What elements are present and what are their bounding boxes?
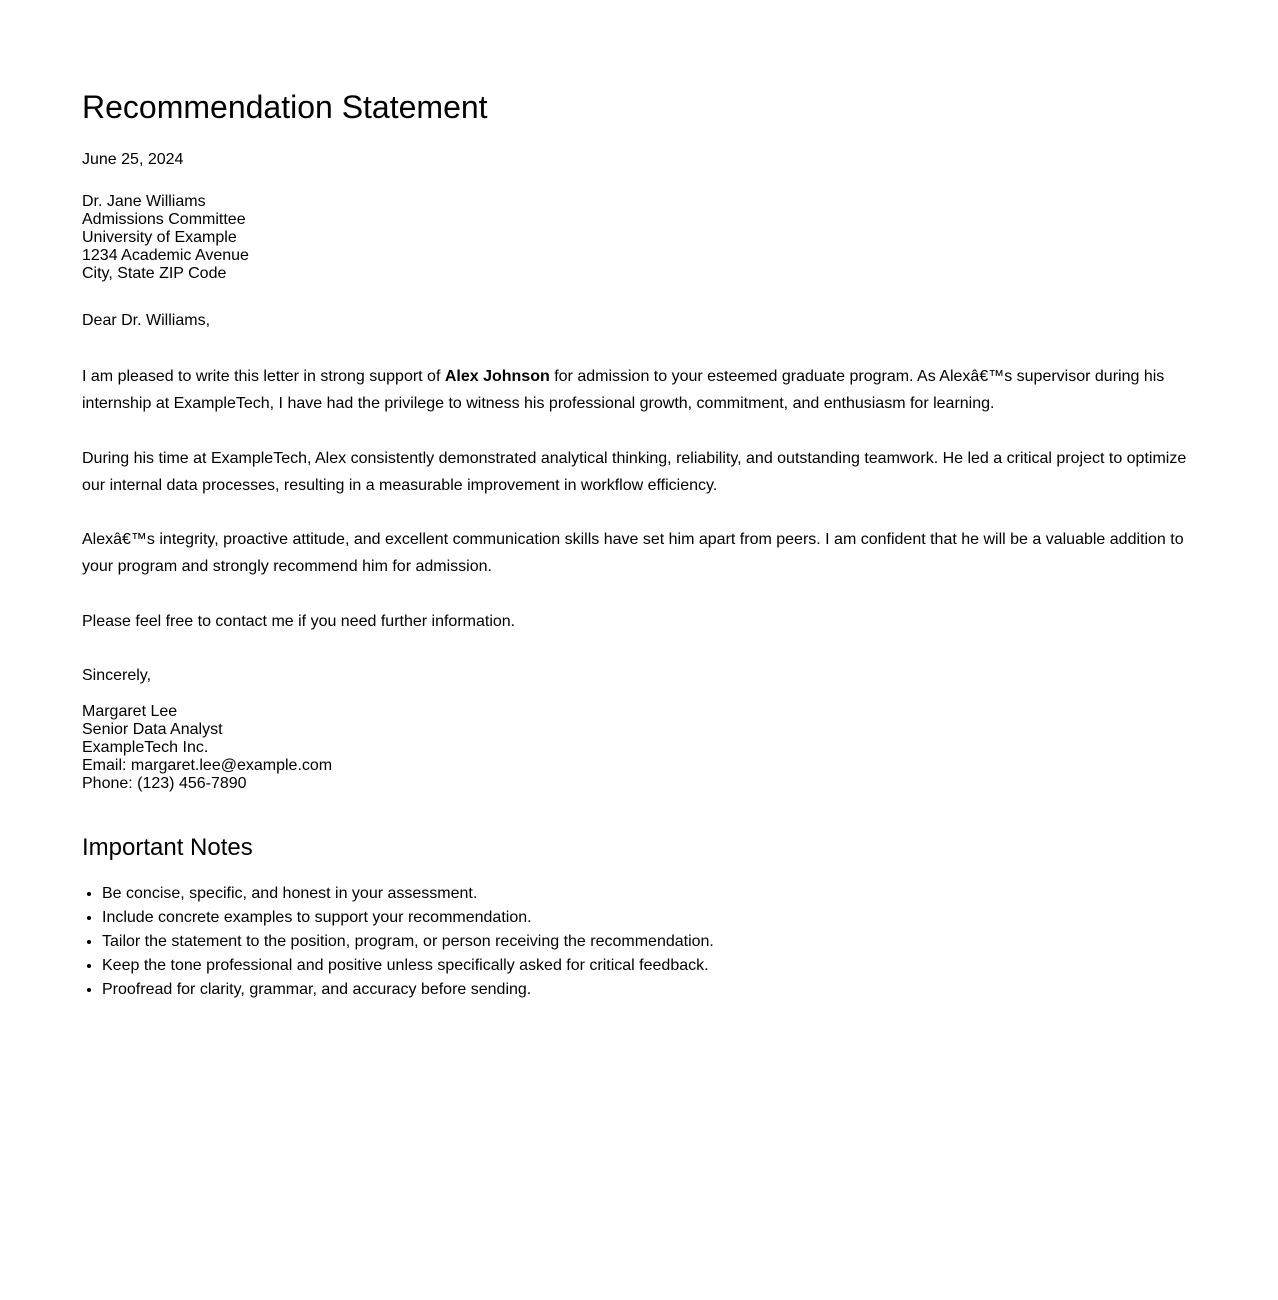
recipient-university: University of Example (82, 229, 237, 246)
paragraph-intro-end: for admission to your esteemed graduate program. As Alexâ€™s supervisor during his internship at ExampleTech, I have had the privilege to witness his professional growth, commitment, and enthusiasm for learning. (82, 368, 1165, 413)
list-item: • Tailor the statement to the position, program, or person receiving the recommendation. (102, 930, 1196, 954)
paragraph-intro (82, 363, 1196, 418)
list-item: • Proofread for clarity, grammar, and accuracy before sending. (102, 978, 1196, 1002)
signer-title: Senior Data Analyst (82, 721, 223, 739)
candidate-name: Alex Johnson (444, 368, 550, 385)
list-item: • Include concrete examples to support your recommendation. (102, 906, 1196, 930)
page-title: Recommendation Statement (82, 89, 488, 125)
signer-company: ExampleTech Inc. (82, 739, 209, 757)
salutation: Dear Dr. Williams, (82, 312, 211, 329)
recipient-committee: Admissions Committee (82, 211, 246, 228)
signer-phone: Phone: (123) 456-7890 (82, 775, 247, 793)
signer-name: Margaret Lee (82, 703, 178, 721)
letter-date: June 25, 2024 (82, 151, 184, 168)
signer-email: Email: margaret.lee@example.com (82, 757, 333, 775)
signature-block (82, 703, 1196, 793)
paragraph-performance: During his time at ExampleTech, Alex consistently demonstrated analytical thinking, reliability, and outstanding teamwork. He led a critical project to optimize our internal data processes, resulting in a measurable improvement in workflow efficiency. (82, 449, 1187, 494)
notes-list (82, 882, 1196, 1002)
recipient-name: Dr. Jane Williams (82, 193, 206, 210)
list-item: • Be concise, specific, and honest in your assessment. (102, 882, 1196, 906)
paragraph-intro-start: I am pleased to write this letter in strong support of (82, 368, 445, 385)
closing: Sincerely, (82, 667, 152, 685)
paragraph-qualities: Alexâ€™s integrity, proactive attitude, and excellent communication skills have set him apart from peers. I am confident that he will be a valuable addition to your program and strongly recommend him for admission. (82, 531, 1184, 576)
paragraph-contact: Please feel free to contact me if you need further information. (82, 612, 516, 630)
recipient-address (82, 193, 1196, 283)
recipient-street: 1234 Academic Avenue (82, 247, 249, 264)
list-item: • Keep the tone professional and positive unless specifically asked for critical feedback. (102, 954, 1196, 978)
notes-heading: Important Notes (82, 834, 253, 862)
recipient-city: City, State ZIP Code (82, 265, 227, 282)
